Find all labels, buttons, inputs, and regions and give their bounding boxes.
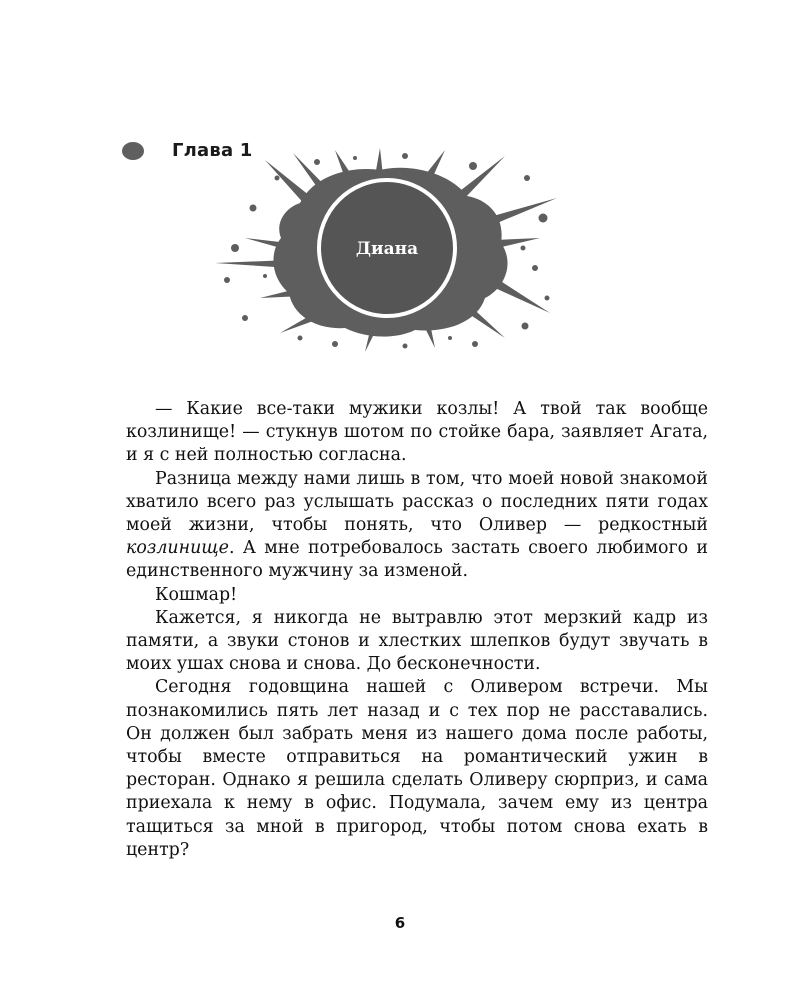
paragraph (126, 468, 708, 584)
paragraph (126, 398, 708, 468)
paragraph-text: — Какие все-таки мужики козлы! А твой так вообще козлинище! — стукнув шотом по стойке бара, заявляет Агата, и я с ней полностью согласна. (126, 399, 708, 466)
paragraph-text: . А мне потребовалось застать своего любимого и единственного мужчину за изменой. (126, 538, 708, 582)
ink-splash-emblem (205, 148, 565, 353)
emphasized-text: козлинище (126, 538, 229, 559)
chapter-body-text (126, 398, 708, 862)
chapter-title: Глава 1 (172, 140, 253, 161)
paragraph-text: Разница между нами лишь в том, что моей новой знакомой хватило всего раз услышать рассказ о последних пяти годах моей жизни, чтобы понять, что Оливер — редкостный (126, 468, 708, 536)
paragraph (126, 607, 708, 677)
chapter-bullet-icon (122, 142, 144, 160)
paragraph-text: Кошмар! (155, 584, 238, 605)
character-name: Диана (355, 239, 419, 259)
paragraph (126, 584, 708, 607)
page-number: 6 (394, 914, 406, 932)
paragraph-text: Сегодня годовщина нашей с Оливером встречи. Мы познакомились пять лет назад и с тех пор не расставались. Он должен был забрать меня из нашего дома после работы, чтобы вместе отправиться на романтический ужин в ресторан. Однако я решила сделать Оливеру сюрприз, и сама приехала к нему в офис. Подумала, зачем ему из центра тащиться за мной в пригород, чтобы потом снова ехать в центр? (126, 677, 708, 860)
paragraph-text: Кажется, я никогда не вытравлю этот мерзкий кадр из памяти, а звуки стонов и хлестких шлепков будут звучать в моих ушах снова и снова. До бесконечности. (126, 607, 708, 675)
paragraph (126, 676, 708, 862)
